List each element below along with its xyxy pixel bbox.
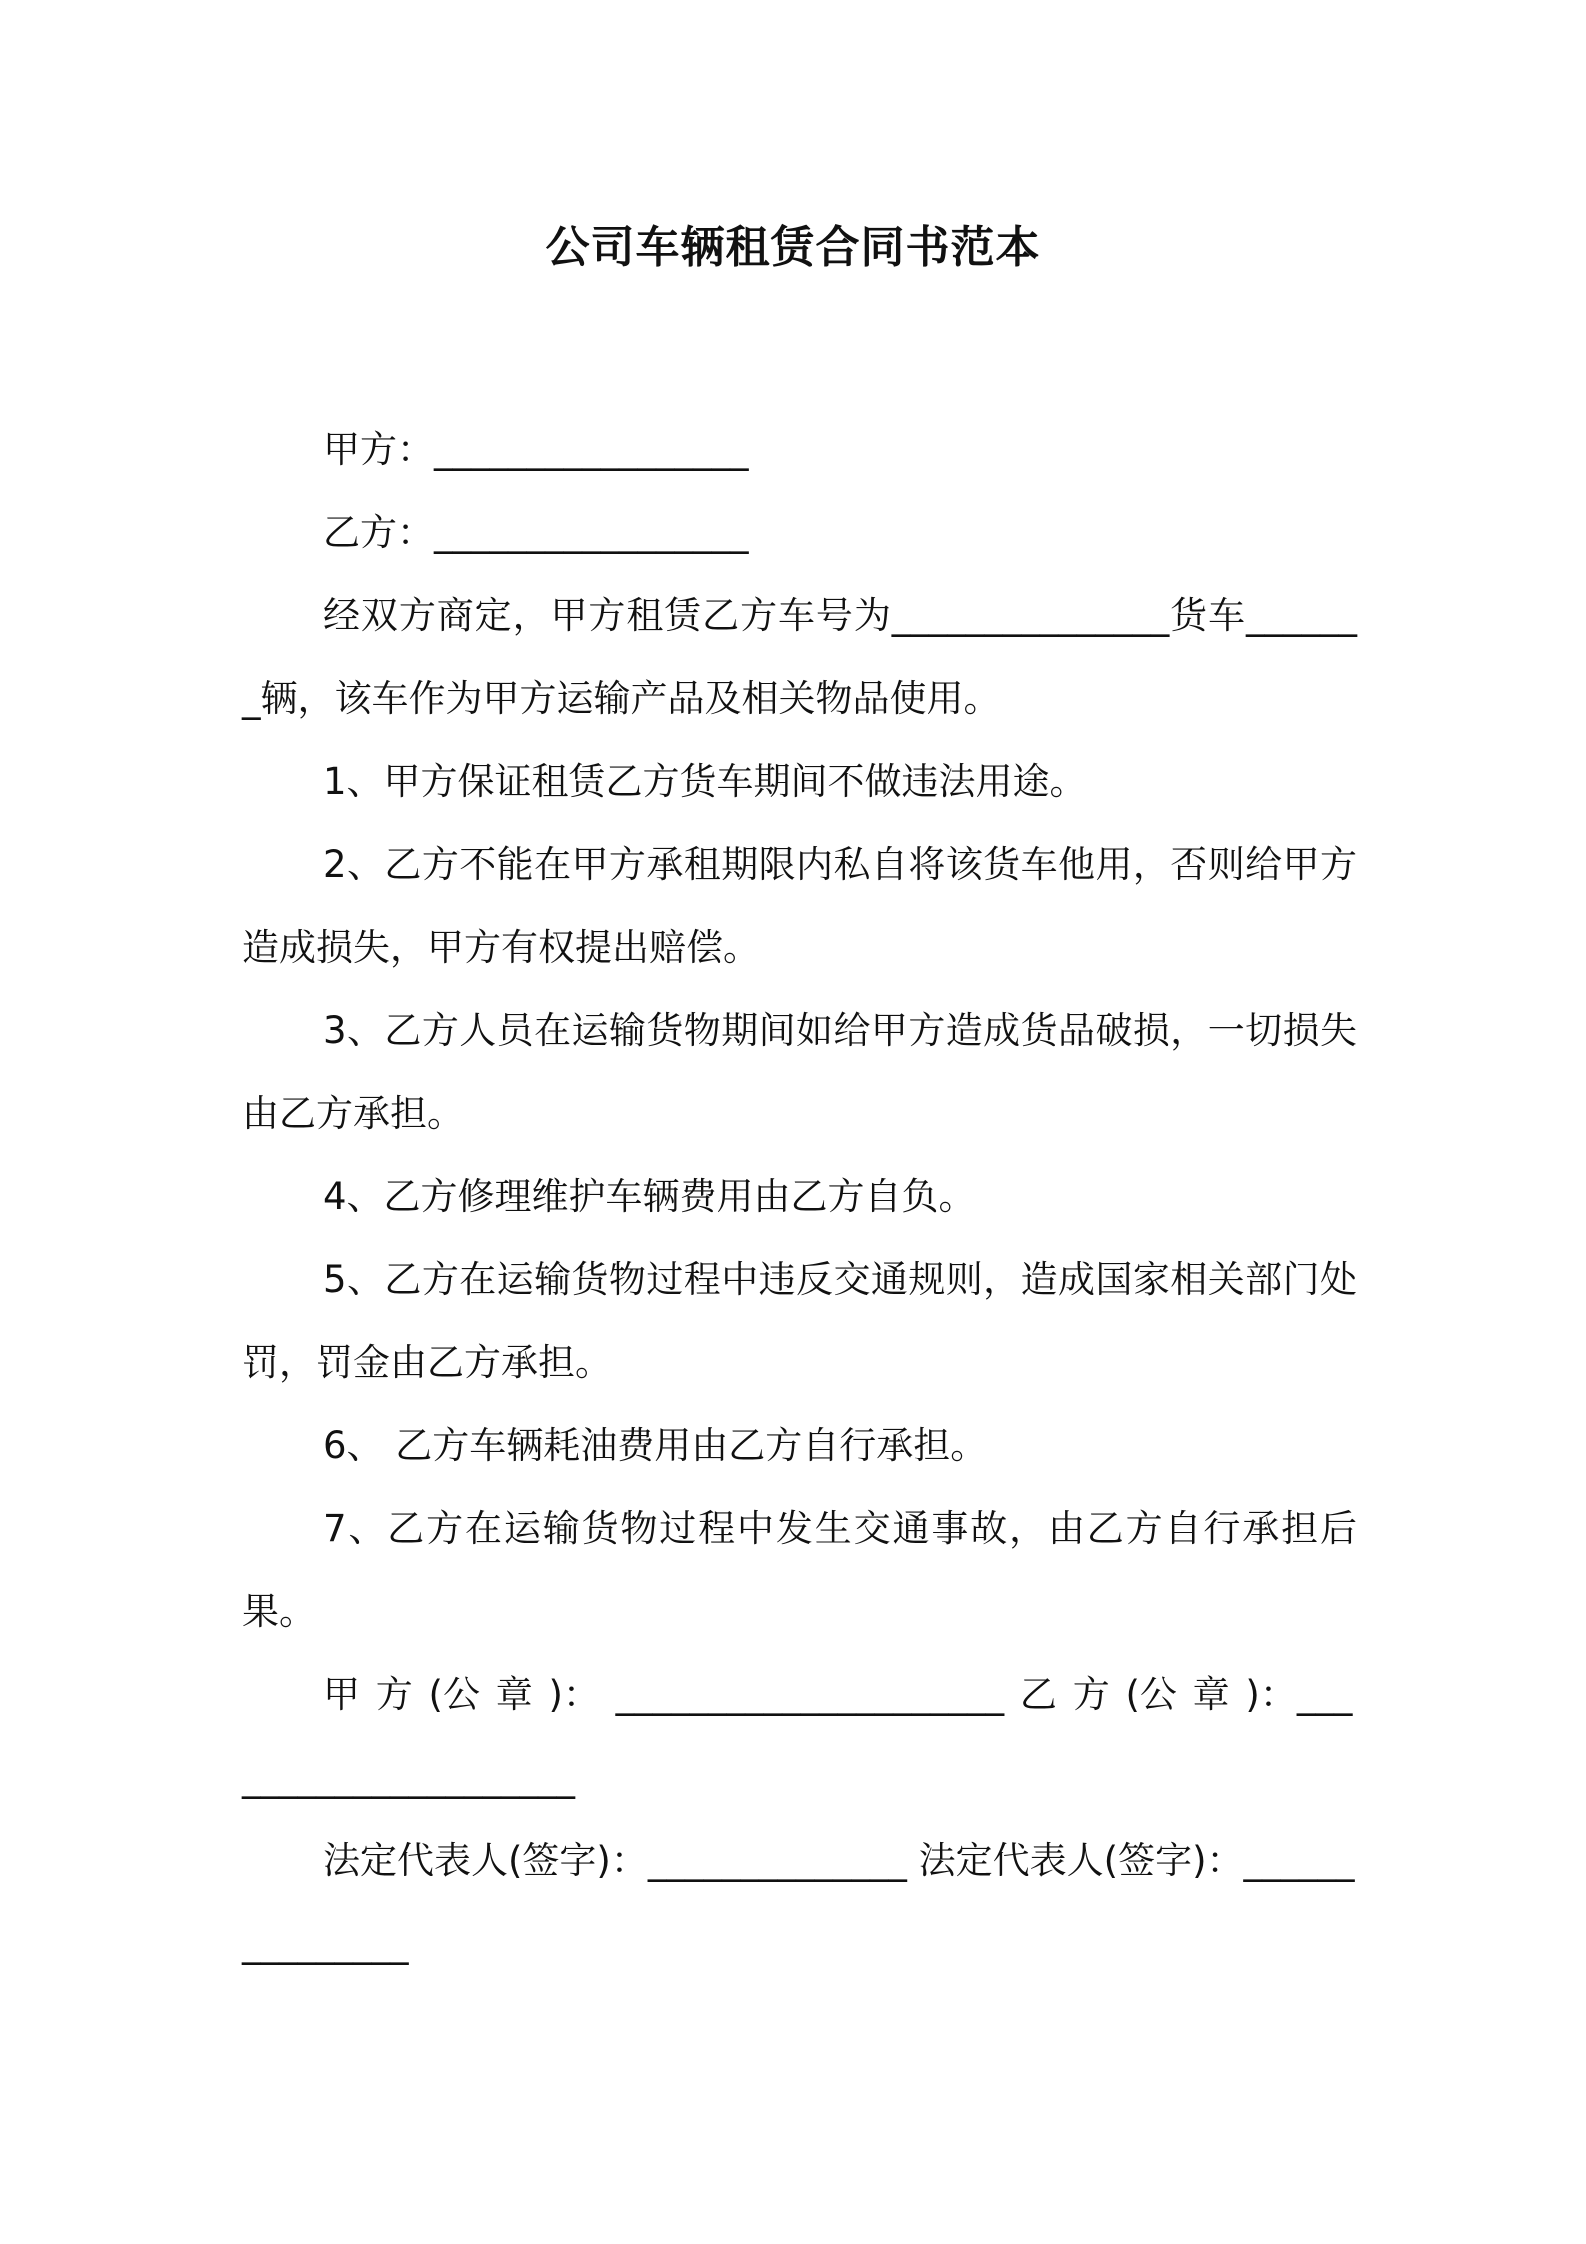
- intro-paragraph: 经双方商定，甲方租赁乙方车号为_______________货车_______辆，该车作为甲方运输产品及相关物品使用。: [242, 594, 1357, 720]
- clause-7: 7、乙方在运输货物过程中发生交通事故，由乙方自行承担后果。: [242, 1507, 1357, 1633]
- clause-2: 2、乙方不能在甲方承租期限内私自将该货车他用，否则给甲方造成损失，甲方有权提出赔偿。: [242, 843, 1357, 969]
- party-a-line: 甲方：_________________: [323, 428, 749, 471]
- contract-body: [242, 408, 1357, 1985]
- clause-1: 1、甲方保证租赁乙方货车期间不做违法用途。: [323, 760, 1087, 803]
- party-b-line: 乙方：_________________: [323, 511, 749, 554]
- document-title: 公司车辆租赁合同书范本: [545, 222, 1041, 273]
- clause-4: 4、乙方修理维护车辆费用由乙方自负。: [323, 1175, 976, 1218]
- clause-5: 5、乙方在运输货物过程中违反交通规则，造成国家相关部门处罚，罚金由乙方承担。: [242, 1258, 1357, 1384]
- clause-6: 6、 乙方车辆耗油费用由乙方自行承担。: [323, 1424, 988, 1467]
- signature-line: 法定代表人(签字)：______________ 法定代表人(签字)：_______________: [242, 1839, 1355, 1965]
- stamp-line: 甲 方 (公 章 )： _____________________ 乙 方 (公 章 )：_____________________: [242, 1673, 1353, 1799]
- clause-3: 3、乙方人员在运输货物期间如给甲方造成货品破损，一切损失由乙方承担。: [242, 1009, 1357, 1135]
